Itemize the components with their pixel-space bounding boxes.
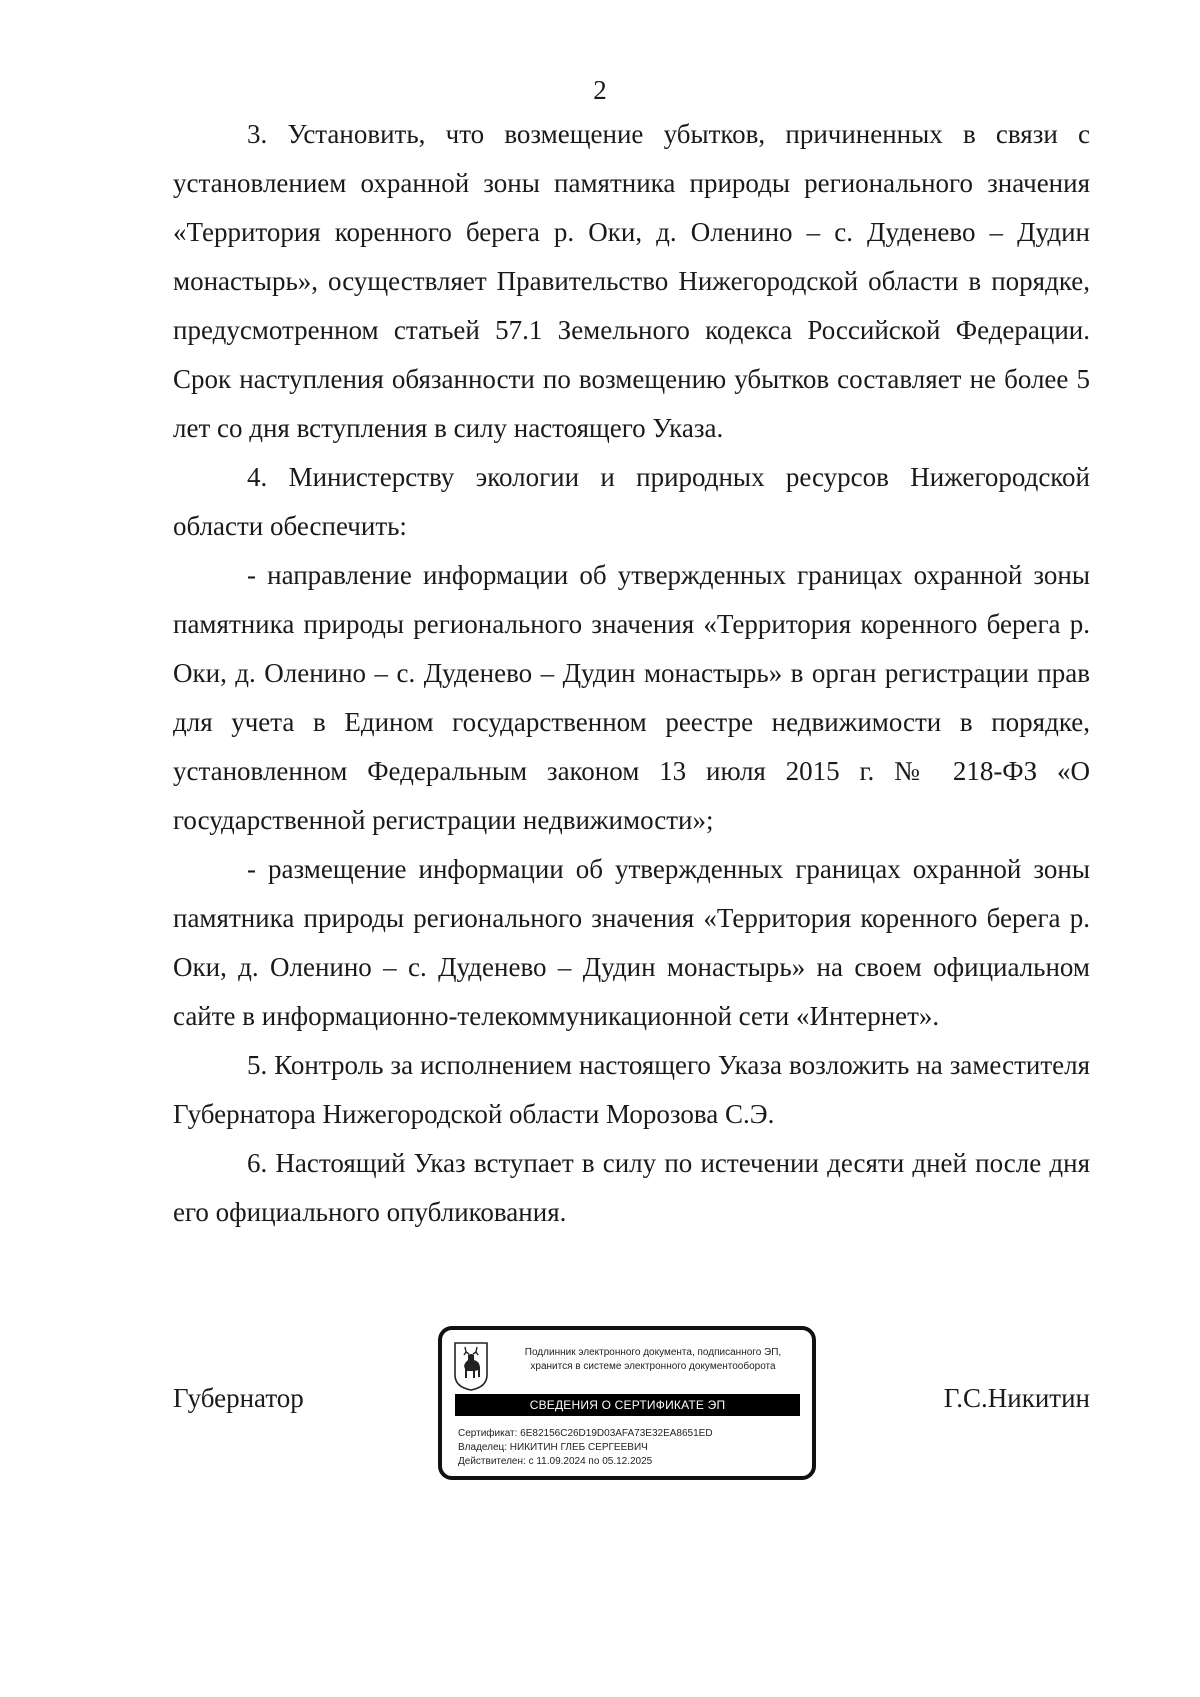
paragraph-4-item-1: - направление информации об утвержденных границах охранной зоны памятника природы регионального значения «Территория коренного берега р. Оки, д. Оленино – с. Дуденево – Дудин монастырь» в орган регистрации прав для учета в Едином государственном реестре недвижимости в порядке, установленном Федеральным законом 13 июля 2015 г. № 218-ФЗ «О государственной регистрации недвижимости»; — [173, 560, 1090, 835]
electronic-signature-stamp — [438, 1326, 816, 1480]
signature-block — [173, 1326, 1090, 1496]
paragraph-4: 4. Министерству экологии и природных ресурсов Нижегородской области обеспечить: — [173, 462, 1090, 541]
certificate-owner: Владелец: НИКИТИН ГЛЕБ СЕРГЕЕВИЧ — [458, 1442, 648, 1453]
page-number: 2 — [593, 75, 607, 105]
paragraph-3: 3. Установить, что возмещение убытков, причиненных в связи с установлением охранной зоны памятника природы регионального значения «Территория коренного берега р. Оки, д. Оленино – с. Дуденево – Дудин монастырь», осуществляет Правительство Нижегородской области в порядке, предусмотренном статьей 57.1 Земельного кодекса Российской Федерации. Срок наступления обязанности по возмещению убытков составляет не более 5 лет со дня вступления в силу настоящего Указа. — [173, 119, 1090, 443]
stamp-note — [500, 1346, 806, 1374]
certificate-serial: Сертификат: 6E82156C26D19D03AFA73E32EA8651ED — [458, 1428, 713, 1439]
certificate-validity: Действителен: с 11.09.2024 по 05.12.2025 — [458, 1456, 653, 1467]
nizhny-novgorod-deer-emblem-icon — [453, 1341, 489, 1391]
certificate-details — [458, 1427, 713, 1469]
signatory-name: Г.С.Никитин — [943, 1383, 1090, 1413]
paragraph-4-item-2: - размещение информации об утвержденных границах охранной зоны памятника природы регионального значения «Территория коренного берега р. Оки, д. Оленино – с. Дуденево – Дудин монастырь» на своем официальном сайте в информационно-телекоммуникационной сети «Интернет». — [173, 854, 1090, 1031]
signatory-position: Губернатор — [173, 1383, 304, 1413]
stamp-note-line-2: хранится в системе электронного документооборота — [530, 1361, 776, 1372]
document-body — [173, 110, 1090, 1237]
paragraph-5: 5. Контроль за исполнением настоящего Указа возложить на заместителя Губернатора Нижегородской области Морозова С.Э. — [173, 1050, 1090, 1129]
certificate-header: СВЕДЕНИЯ О СЕРТИФИКАТЕ ЭП — [455, 1394, 800, 1416]
paragraph-6: 6. Настоящий Указ вступает в силу по истечении десяти дней после дня его официального опубликования. — [173, 1148, 1090, 1227]
stamp-note-line-1: Подлинник электронного документа, подписанного ЭП, — [524, 1347, 782, 1358]
